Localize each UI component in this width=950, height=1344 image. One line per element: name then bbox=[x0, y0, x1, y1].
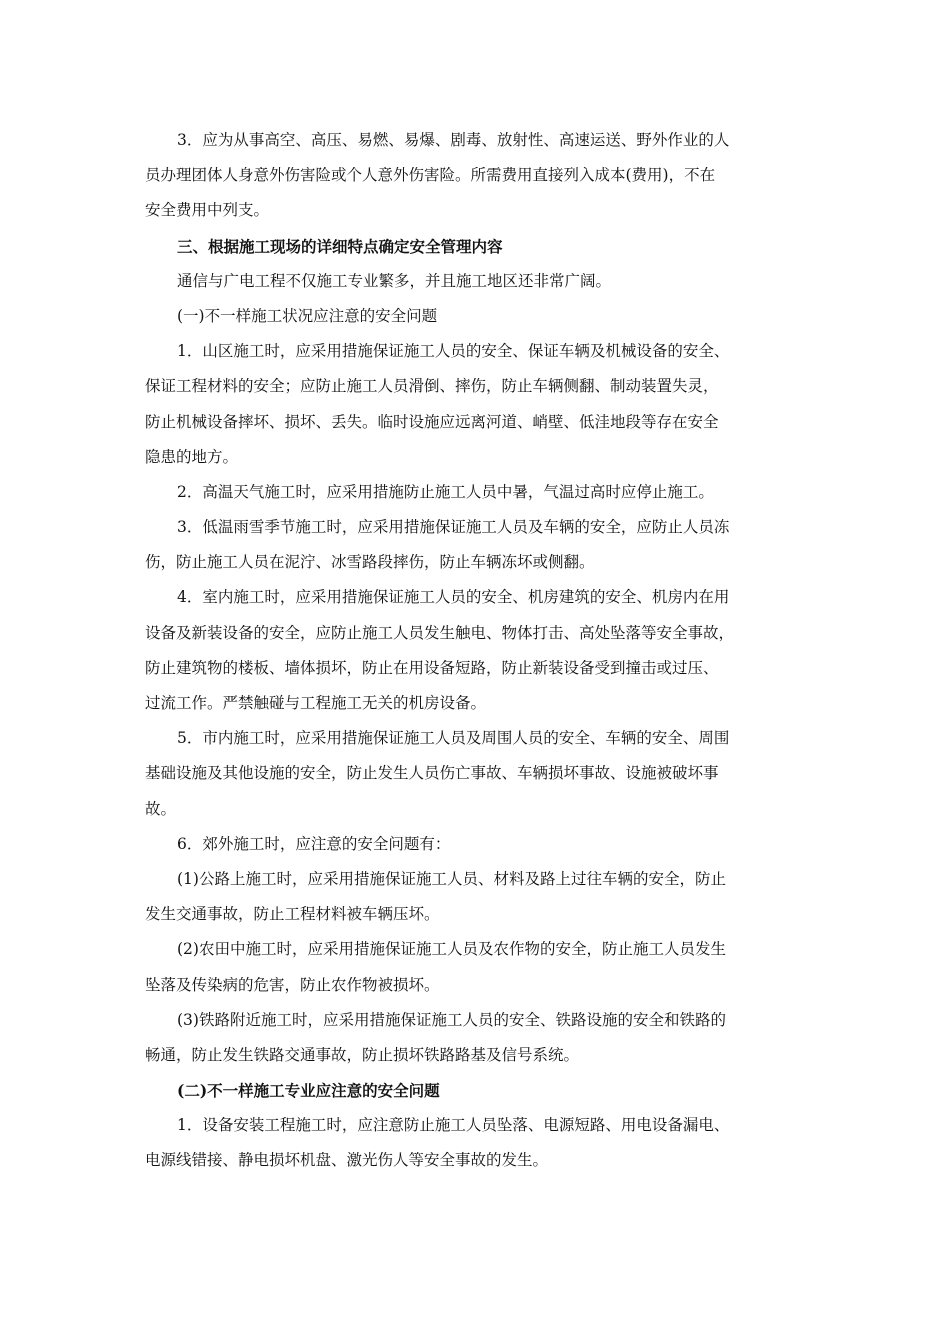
text-line: 发生交通事故，防止工程材料被车辆压坏。 bbox=[145, 905, 440, 924]
text-line: (1)公路上施工时，应采用措施保证施工人员、材料及路上过往车辆的安全，防止 bbox=[177, 869, 726, 888]
text-line: 6．郊外施工时，应注意的安全问题有： bbox=[177, 834, 451, 853]
text-line: 防止机械设备摔坏、损坏、丢失。临时设施应远离河道、峭壁、低洼地段等存在安全 bbox=[145, 412, 719, 431]
section-heading: (二)不一样施工专业应注意的安全问题 bbox=[177, 1081, 440, 1101]
text-line: 隐患的地方。 bbox=[145, 447, 239, 466]
text-line: 伤，防止施工人员在泥泞、冰雪路段摔伤，防止车辆冻坏或侧翻。 bbox=[145, 553, 595, 572]
document-body bbox=[145, 123, 805, 1179]
text-line: 员办理团体人身意外伤害险或个人意外伤害险。所需费用直接列入成本(费用)，不在 bbox=[145, 166, 716, 185]
text-line: 电源线错接、静电损坏机盘、激光伤人等安全事故的发生。 bbox=[145, 1151, 549, 1170]
text-line: 防止建筑物的楼板、墙体损坏，防止在用设备短路，防止新装设备受到撞击或过压、 bbox=[145, 658, 719, 677]
text-line: 4．室内施工时，应采用措施保证施工人员的安全、机房建筑的安全、机房内在用 bbox=[177, 588, 730, 607]
text-line: 故。 bbox=[145, 799, 177, 818]
text-line: 3．低温雨雪季节施工时，应采用措施保证施工人员及车辆的安全，应防止人员冻 bbox=[177, 518, 730, 537]
text-line: 安全费用中列支。 bbox=[145, 201, 270, 220]
text-line: 基础设施及其他设施的安全，防止发生人员伤亡事故、车辆损坏事故、设施被破坏事 bbox=[145, 764, 719, 783]
text-line: 保证工程材料的安全；应防止施工人员滑倒、摔伤，防止车辆侧翻、制动装置失灵， bbox=[145, 377, 719, 396]
text-line: 过流工作。严禁触碰与工程施工无关的机房设备。 bbox=[145, 694, 487, 712]
text-line: 1．设备安装工程施工时，应注意防止施工人员坠落、电源短路、用电设备漏电、 bbox=[177, 1116, 730, 1135]
text-line: (2)农田中施工时，应采用措施保证施工人员及农作物的安全，防止施工人员发生 bbox=[177, 940, 726, 959]
text-line: 3．应为从事高空、高压、易燃、易爆、剧毒、放射性、高速运送、野外作业的人 bbox=[177, 131, 730, 149]
text-line: 坠落及传染病的危害，防止农作物被损坏。 bbox=[145, 975, 440, 994]
section-heading: 三、根据施工现场的详细特点确定安全管理内容 bbox=[177, 236, 503, 256]
text-line: (3)铁路附近施工时，应采用措施保证施工人员的安全、铁路设施的安全和铁路的 bbox=[177, 1010, 726, 1029]
text-line: 5．市内施工时，应采用措施保证施工人员及周围人员的安全、车辆的安全、周围 bbox=[177, 729, 730, 748]
text-line: 通信与广电工程不仅施工专业繁多，并且施工地区还非常广阔。 bbox=[177, 271, 612, 290]
text-line: 畅通，防止发生铁路交通事故，防止损坏铁路路基及信号系统。 bbox=[145, 1045, 580, 1064]
text-line: (一)不一样施工状况应注意的安全问题 bbox=[177, 306, 438, 325]
text-line: 2．高温天气施工时，应采用措施防止施工人员中暑，气温过高时应停止施工。 bbox=[177, 482, 714, 501]
text-line: 设备及新装设备的安全，应防止施工人员发生触电、物体打击、高处坠落等安全事故， bbox=[145, 623, 735, 642]
text-line: 1．山区施工时，应采用措施保证施工人员的安全、保证车辆及机械设备的安全、 bbox=[177, 342, 730, 361]
